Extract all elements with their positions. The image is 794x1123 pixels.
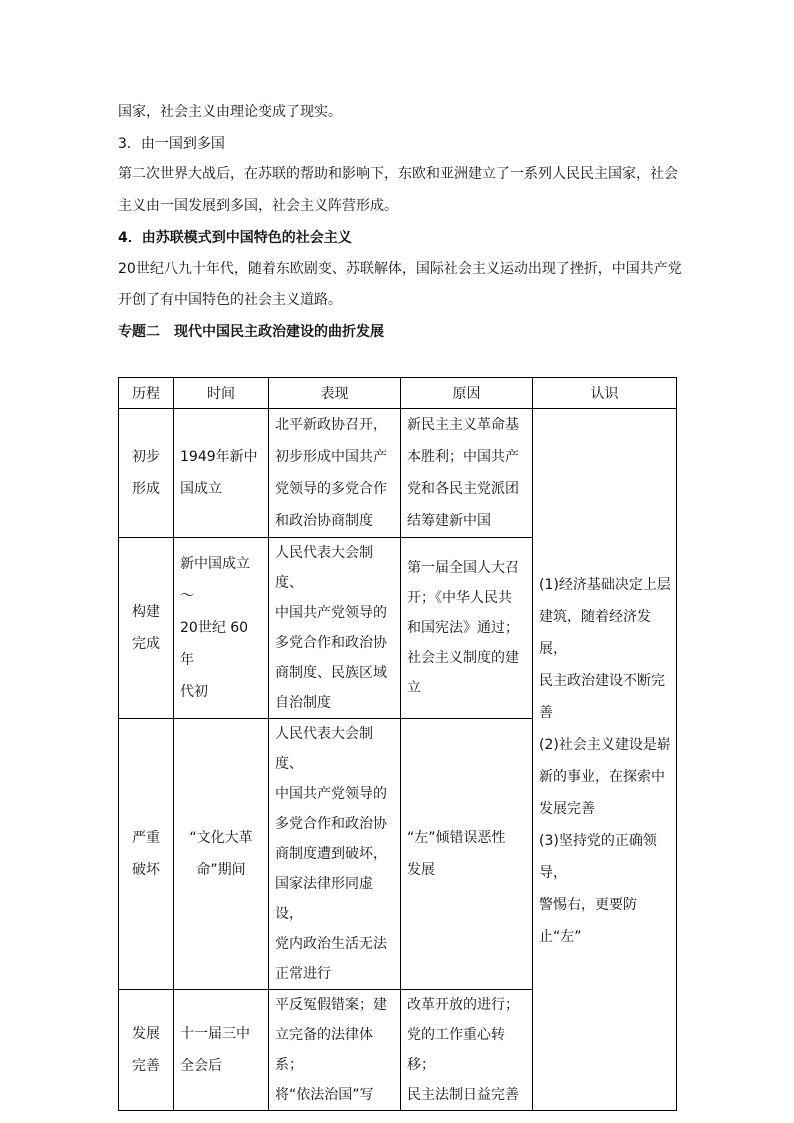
cause-cell (401, 719, 533, 990)
header-understanding: 认识 (533, 378, 677, 409)
manifestation-cell (269, 538, 401, 719)
cause-cell (401, 538, 533, 719)
cell-line: 自治制度 (275, 695, 331, 711)
cell-line: 多党合作和政治协 (275, 635, 387, 651)
cell-line: 中国共产党领导的 (275, 786, 387, 802)
cell-line: 党的工作重心转移； (407, 1027, 505, 1073)
cell-line: 命”期间 (196, 862, 246, 878)
understanding-line: 新的事业，在探索中 (539, 769, 665, 785)
cell-line: 完成 (132, 636, 160, 652)
cell-line: 商制度遭到破坏， (275, 846, 387, 862)
understanding-line: 善 (539, 705, 553, 721)
time-cell (174, 990, 269, 1111)
cell-line: 立 (407, 680, 421, 696)
cell-line: 立完备的法律体系； (275, 1027, 373, 1073)
cell-line: 20世纪 60年 (180, 620, 249, 668)
cell-line: 发展 (132, 1026, 160, 1042)
text-line-5: 开创了有中国特色的社会主义道路。 (118, 292, 342, 308)
stage-cell (119, 719, 174, 990)
time-cell (174, 538, 269, 719)
understanding-line: (2)社会主义建设是崭 (539, 737, 671, 753)
cell-line: 破坏 (132, 862, 160, 878)
time-cell (174, 409, 269, 538)
cell-line: 本胜利；中国共产 (407, 449, 519, 465)
understanding-list (539, 409, 674, 953)
cell-line: 结筹建新中国 (407, 513, 491, 529)
section-heading-4: 4．由苏联模式到中国特色的社会主义 (118, 230, 352, 246)
header-time: 时间 (174, 378, 269, 409)
table-row (119, 409, 677, 538)
history-table (118, 377, 677, 1111)
text-line-1: 国家，社会主义由理论变成了现实。 (118, 104, 342, 120)
cell-line: 全会后 (180, 1058, 222, 1074)
cell-line: 开；《中华人民共 (407, 590, 512, 606)
cell-line: 国家法律形同虚设， (275, 876, 373, 922)
cell-line: 完善 (132, 1058, 160, 1074)
cell-line: 党内政治生活无法 (275, 936, 387, 952)
cell-line: 将“依法治国”写 (275, 1087, 374, 1103)
cell-line: 十一届三中 (180, 1026, 250, 1042)
manifestation-cell (269, 409, 401, 538)
cell-line: 北平新政协召开， (275, 417, 387, 433)
cell-line: 党领导的多党合作 (275, 481, 387, 497)
stage-cell (119, 990, 174, 1111)
header-cause: 原因 (401, 378, 533, 409)
understanding-line: 民主政治建设不断完 (539, 673, 665, 689)
cell-line: 1949年新中 (180, 449, 258, 465)
cell-line: 第一届全国人大召 (407, 560, 519, 576)
cell-line: 代初 (180, 684, 208, 700)
manifestation-cell (269, 719, 401, 990)
cell-line: 形成 (132, 481, 160, 497)
cell-line: 改革开放的进行； (407, 997, 519, 1013)
understanding-cell (533, 409, 677, 1111)
section-heading-3: 3．由一国到多国 (118, 136, 225, 152)
header-manifestation: 表现 (269, 378, 401, 409)
text-line-3: 主义由一国发展到多国，社会主义阵营形成。 (118, 198, 398, 214)
text-line-2: 第二次世界大战后，在苏联的帮助和影响下，东欧和亚洲建立了一系列人民民主国家，社会 (118, 166, 678, 182)
cell-line: 新民主主义革命基 (407, 417, 519, 433)
text-line-4: 20世纪八九十年代，随着东欧剧变、苏联解体，国际社会主义运动出现了挫折，中国共产党 (118, 261, 682, 277)
cell-line: 严重 (132, 830, 160, 846)
cell-line: 人民代表大会制度、 (275, 726, 373, 772)
manifestation-cell (269, 990, 401, 1111)
cell-line: 和政治协商制度 (275, 513, 373, 529)
understanding-line: 发展完善 (539, 801, 595, 817)
cell-line: 平反冤假错案；建 (275, 997, 387, 1013)
cell-line: 国成立 (180, 481, 222, 497)
cell-line: 新中国成立～ (180, 556, 250, 604)
topic-heading: 专题二 现代中国民主政治建设的曲折发展 (118, 324, 384, 340)
cause-cell (401, 990, 533, 1111)
cell-line: “文化大革 (189, 830, 253, 846)
cell-line: 社会主义制度的建 (407, 650, 519, 666)
cell-line: “左”倾错误恶性 (407, 830, 506, 846)
stage-cell (119, 538, 174, 719)
cell-line: 发展 (407, 862, 435, 878)
cell-line: 人民代表大会制度、 (275, 545, 373, 591)
table-header-row (119, 378, 677, 409)
understanding-line: 警惕右，更要防止“左” (539, 897, 637, 945)
stage-cell (119, 409, 174, 538)
cell-line: 和国宪法》通过； (407, 620, 519, 636)
cell-line: 构建 (132, 604, 160, 620)
cell-line: 民主法制日益完善 (407, 1087, 519, 1103)
understanding-line: (3)坚持党的正确领导， (539, 833, 657, 881)
understanding-line: (1)经济基础决定上层 (539, 577, 671, 593)
cell-line: 初步 (132, 449, 160, 465)
cause-cell (401, 409, 533, 538)
cell-line: 商制度、民族区域 (275, 665, 387, 681)
time-cell (174, 719, 269, 990)
cell-line: 初步形成中国共产 (275, 449, 387, 465)
cell-line: 多党合作和政治协 (275, 816, 387, 832)
header-stage: 历程 (119, 378, 174, 409)
cell-line: 正常进行 (275, 966, 331, 982)
cell-line: 中国共产党领导的 (275, 605, 387, 621)
cell-line: 党和各民主党派团 (407, 481, 519, 497)
understanding-line: 建筑，随着经济发展， (539, 609, 651, 657)
